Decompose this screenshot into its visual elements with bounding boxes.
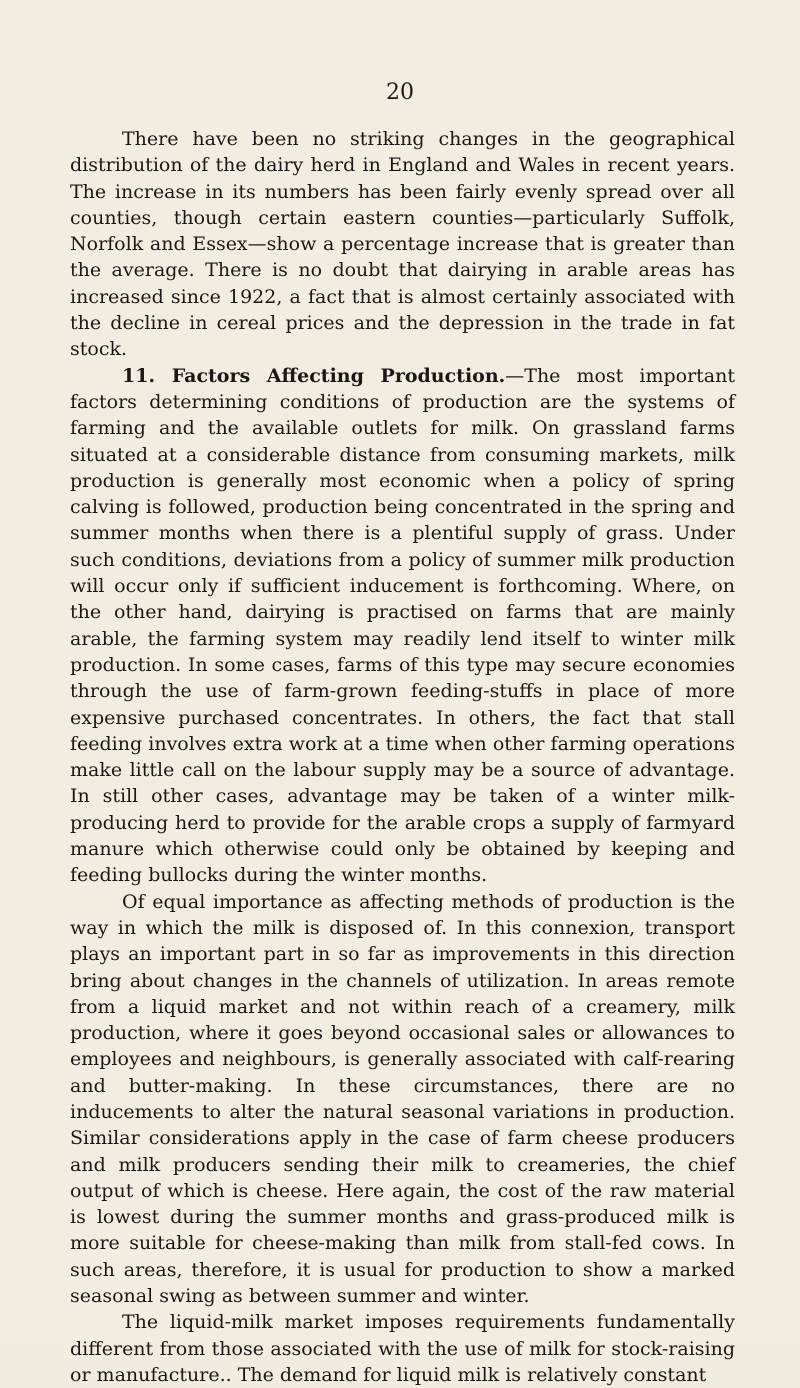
paragraph-geographical-distribution: There have been no striking changes in the geographical distribution of the dairy herd in England and Wales in recent years. The increase in its numbers has been fairly evenly spread over all counties, though certain eastern counties—particularly Suffolk, Norfolk and Essex—show a percentage increase that is greater than the average. There is no doubt that dairying in arable areas has increased since 1922, a fact that is almost certainly associated with the decline in cereal prices and the depression in the trade in fat stock. <box>70 128 735 361</box>
paragraph-factors-affecting-production <box>70 363 735 889</box>
section-body: —The most important factors determining conditions of production are the systems of farming and the available outlets for milk. On grassland farms situated at a considerable distance from consuming markets, milk production is generally most economic when a policy of spring calving is followed, production being concentrated in the spring and summer months when there is a plentiful supply of grass. Under such conditions, deviations from a policy of summer milk production will occur only if sufficient inducement is forthcoming. Where, on the other hand, dairying is practised on farms that are mainly arable, the farming system may readily lend itself to winter milk production. In some cases, farms of this type may secure economies through the use of farm-grown feeding-stuffs in place of more expensive purchased concentrates. In others, the fact that stall feeding involves extra work at a time when other farming operations make little call on the labour supply may be a source of advantage. In still other cases, advantage may be taken of a winter milk-producing herd to provide for the arable crops a supply of farmyard manure which otherwise could only be obtained by keeping and feeding bullocks during the winter months. <box>70 364 735 887</box>
paragraph-liquid-milk-market: The liquid-milk market imposes requirements fundamentally different from those associated with the use of milk for stock-raising or manufacture.. The demand for liquid milk is relatively constant <box>70 1311 735 1386</box>
body-text <box>70 126 735 1388</box>
paragraph-methods-of-production: Of equal importance as affecting methods of production is the way in which the milk is disposed of. In this connexion, transport plays an important part in so far as improvements in this direction bring about changes in the channels of utilization. In areas remote from a liquid market and not within reach of a creamery, milk production, where it goes beyond occasional sales or allowances to employees and neighbours, is generally associated with calf-rearing and butter-making. In these circumstances, there are no inducements to alter the natural seasonal variations in production. Similar considerations apply in the case of farm cheese producers and milk producers sending their milk to creameries, the chief output of which is cheese. Here again, the cost of the raw material is lowest during the summer months and grass-produced milk is more suitable for cheese-making than milk from stall-fed cows. In such areas, therefore, it is usual for production to show a marked seasonal swing as between summer and winter. <box>70 890 735 1308</box>
page-number: 20 <box>386 80 414 105</box>
section-heading: 11. Factors Affecting Production. <box>122 364 506 387</box>
